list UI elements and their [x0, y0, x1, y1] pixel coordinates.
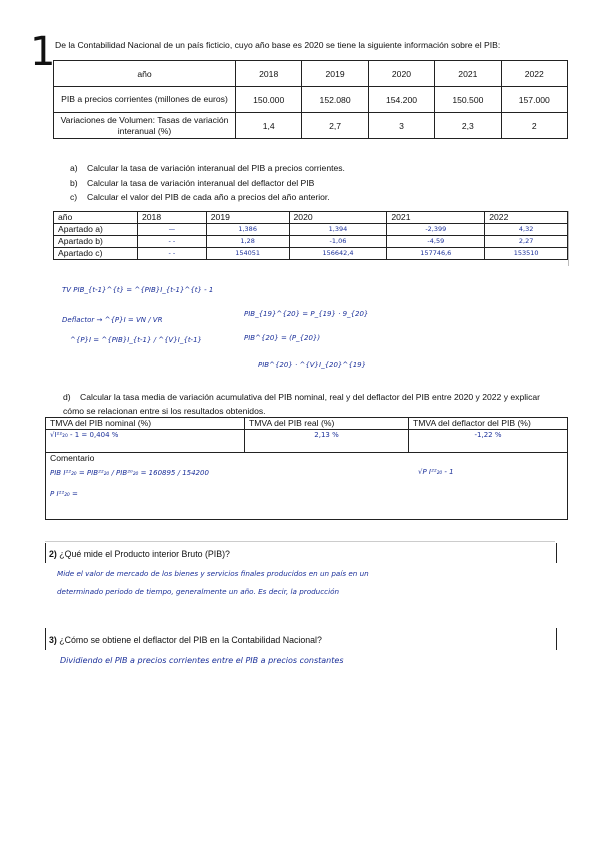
answer-cell: 2,13 %	[245, 430, 409, 453]
question-number: 2)	[49, 549, 57, 559]
handwritten-formula: PIB_{19}^{20} = P_{19} · 9_{20}	[244, 310, 369, 318]
part-d-text: Calcular la tasa media de variación acumulativa del PIB nominal, real y del deflactor del PIB entre 2020 y 2022 y explicar cómo se relacionan entre si los resultados obtenidos.	[63, 392, 541, 416]
row-label: Apartado c)	[54, 248, 138, 260]
table-header-cell: TMVA del PIB nominal (%)	[46, 418, 245, 430]
table-cell: 2	[501, 113, 567, 139]
question-text: ¿Qué mide el Producto interior Bruto (PIB)?	[59, 549, 230, 559]
answer-cell: 157746,6	[387, 248, 485, 260]
table-row	[54, 236, 568, 248]
answer-cell: 4,32	[485, 224, 568, 236]
row-label: Apartado b)	[54, 236, 138, 248]
answer-cell: 153510	[485, 248, 568, 260]
list-letter: a)	[70, 163, 78, 173]
table-cell: 2,3	[435, 113, 501, 139]
table-cell: 1,4	[236, 113, 302, 139]
table-header-cell: año	[54, 61, 236, 87]
table-edge	[568, 211, 569, 266]
divider	[45, 541, 555, 542]
table-cell: 157.000	[501, 87, 567, 113]
answer-cell: - -	[138, 248, 207, 260]
table-header-cell: 2020	[368, 61, 434, 87]
row-label: Apartado a)	[54, 224, 138, 236]
question-number: 1	[30, 29, 56, 75]
comment-label: Comentario	[50, 453, 95, 463]
table-header-cell: TMVA del deflactor del PIB (%)	[409, 418, 568, 430]
list-text: Calcular la tasa de variación interanual del PIB a precios corrientes.	[87, 163, 345, 173]
table-cell: 152.080	[302, 87, 368, 113]
table-header-cell: TMVA del PIB real (%)	[245, 418, 409, 430]
table-row	[54, 87, 568, 113]
list-item	[70, 176, 345, 191]
comment-row	[46, 453, 568, 520]
list-item	[70, 190, 345, 205]
table-cell: 154.200	[368, 87, 434, 113]
table-row	[54, 113, 568, 139]
answer-cell: -1,22 %	[409, 430, 568, 453]
answer-cell: -2,399	[387, 224, 485, 236]
table-cell: 150.000	[236, 87, 302, 113]
table-header-cell: 2021	[387, 212, 485, 224]
row-label: PIB a precios corrientes (millones de euros)	[54, 87, 236, 113]
answer-cell: -4,59	[387, 236, 485, 248]
answer-cell: -1,06	[289, 236, 387, 248]
answer-cell: —	[138, 224, 207, 236]
table-header-cell: 2022	[501, 61, 567, 87]
question-intro: De la Contabilidad Nacional de un país ficticio, cuyo año base es 2020 se tiene la siguiente información sobre el PIB:	[55, 40, 501, 50]
answer-cell: 1,386	[206, 224, 289, 236]
list-letter: d)	[63, 392, 71, 402]
table-header-cell: 2021	[435, 61, 501, 87]
table-cell: 3	[368, 113, 434, 139]
row-label: Variaciones de Volumen: Tasas de variación interanual (%)	[54, 113, 236, 139]
question-text: ¿Cómo se obtiene el deflactor del PIB en la Contabilidad Nacional?	[59, 635, 322, 645]
table-cell: 2,7	[302, 113, 368, 139]
question-2-title	[49, 549, 230, 559]
list-text: Calcular la tasa de variación interanual del deflactor del PIB	[87, 177, 315, 188]
handwritten-answer: Mide el valor de mercado de los bienes y servicios finales producidos en un país en un	[57, 569, 369, 578]
list-text: Calcular el valor del PIB de cada año a precios del año anterior.	[87, 192, 330, 202]
question-3-title	[49, 635, 322, 645]
table-header-cell: 2019	[302, 61, 368, 87]
handwritten-formula: PIB^{20} · ^{V}I_{20}^{19}	[258, 361, 367, 369]
answer-cell: 156642,4	[289, 248, 387, 260]
handwritten-formula: √P I²²₂₀ - 1	[418, 468, 454, 476]
handwritten-formula: TV PIB_{t-1}^{t} = ^{PIB}I_{t-1}^{t} - 1	[62, 286, 214, 294]
table-row	[46, 430, 568, 453]
answers-table	[53, 211, 568, 260]
list-item	[70, 161, 345, 176]
list-letter: c)	[70, 192, 78, 202]
subquestion-list	[70, 161, 345, 205]
handwritten-answer: determinado periodo de tiempo, generalmente un año. Es decir, la producción	[57, 587, 340, 596]
table-header-cell: 2019	[206, 212, 289, 224]
answer-cell: √I²²₂₀ - 1 = 0,404 %	[46, 430, 245, 453]
list-letter: b)	[70, 177, 78, 188]
pib-data-table	[53, 60, 568, 139]
table-cell: 150.500	[435, 87, 501, 113]
handwritten-formula: ^{P}I = ^{PIB}I_{t-1} / ^{V}I_{t-1}	[70, 336, 202, 344]
answer-cell: 1,394	[289, 224, 387, 236]
question-number: 3)	[49, 635, 57, 645]
answer-cell: 154051	[206, 248, 289, 260]
table-header-cell: 2022	[485, 212, 568, 224]
table-header-cell: año	[54, 212, 138, 224]
part-d-question	[63, 390, 563, 418]
table-row	[54, 248, 568, 260]
table-row	[54, 224, 568, 236]
answer-cell: 1,28	[206, 236, 289, 248]
answer-cell: 2,27	[485, 236, 568, 248]
table-header-cell: 2020	[289, 212, 387, 224]
handwritten-formula: PIB^{20} = (P_{20})	[244, 334, 321, 342]
comment-cell	[46, 453, 568, 520]
table-header-cell: 2018	[236, 61, 302, 87]
table-header-cell: 2018	[138, 212, 207, 224]
handwritten-answer: Dividiendo el PIB a precios corrientes entre el PIB a precios constantes	[60, 656, 344, 665]
handwritten-formula: P I²²₂₀ =	[50, 490, 78, 498]
tmva-table	[45, 417, 568, 520]
answer-cell: - -	[138, 236, 207, 248]
handwritten-formula: Deflactor → ^{P}I = VN / VR	[62, 316, 163, 324]
handwritten-formula: PIB I²²₂₀ = PIB²²₂₀ / PIB²⁰₂₀ = 160895 / 154200	[50, 469, 209, 477]
